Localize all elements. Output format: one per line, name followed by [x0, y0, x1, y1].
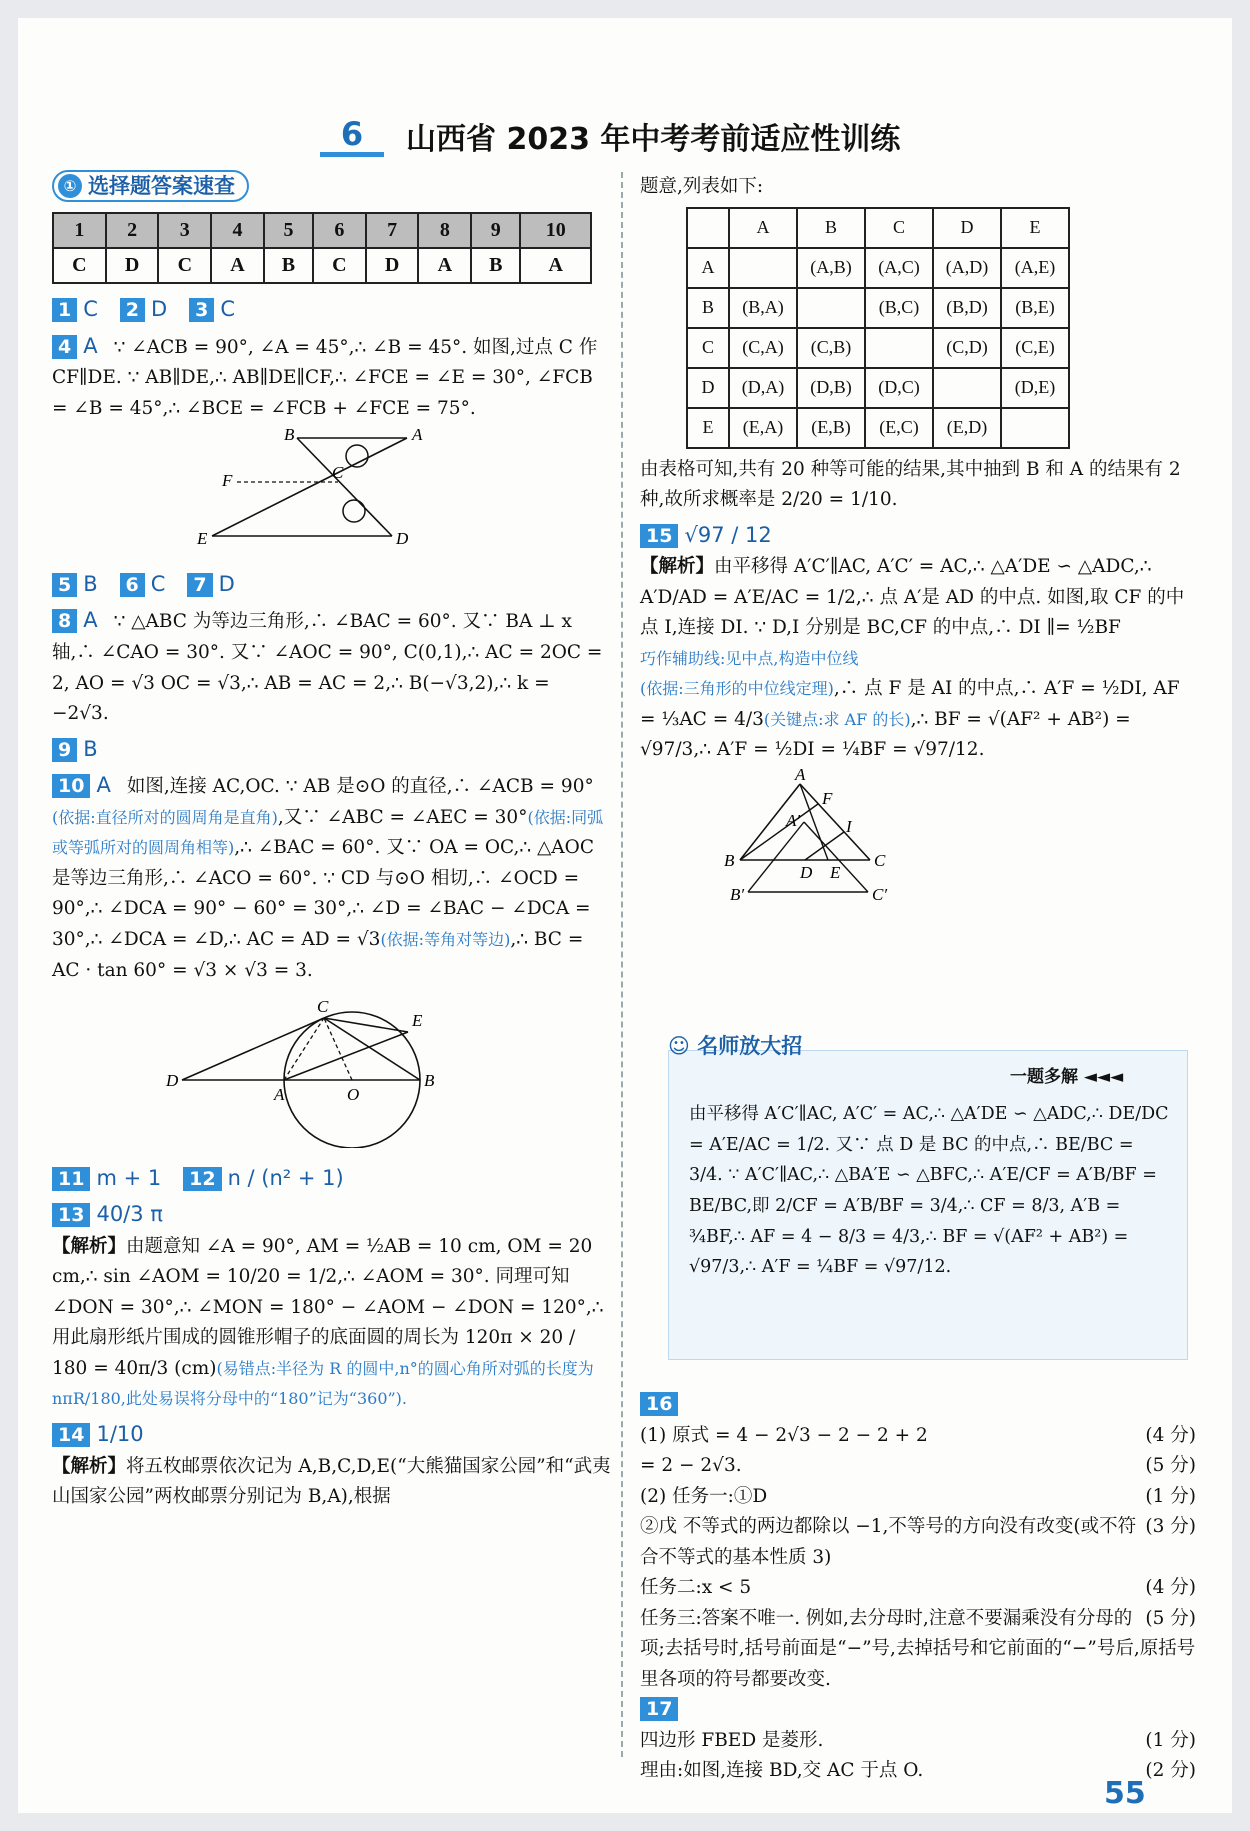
q17-solution — [640, 1695, 1196, 1787]
label-B: B — [724, 850, 735, 870]
answer-value-cell: A — [418, 248, 471, 283]
q16-q17 — [640, 1390, 1196, 1787]
solution-line — [640, 1573, 1196, 1604]
label-A: A — [274, 1085, 285, 1105]
label-A: A — [412, 426, 423, 445]
solution-line — [640, 1726, 1196, 1757]
table-header-cell: B — [797, 208, 865, 248]
tip-title — [668, 1030, 802, 1060]
line-A2B2 — [748, 822, 804, 892]
table-cell: (A,E) — [1001, 248, 1069, 288]
label-E: E — [197, 529, 208, 549]
q-number: 5 — [52, 573, 77, 597]
score: (5 分) — [1145, 1455, 1196, 1477]
title-text: 山西省 2023 年中考考前适应性训练 — [406, 122, 901, 157]
q-text: ,又∵ ∠ABC = ∠AEC = 30° — [277, 806, 528, 828]
answer-value-cell: B — [264, 248, 313, 283]
table-cell — [729, 248, 797, 288]
q-number: 11 — [52, 1167, 90, 1191]
table-cell — [865, 328, 933, 368]
table-cell: (D,E) — [1001, 368, 1069, 408]
table-cell: (C,D) — [933, 328, 1001, 368]
table-cell: (B,C) — [865, 288, 933, 328]
q-answer: A — [83, 333, 98, 358]
table-header-cell: C — [865, 208, 933, 248]
tip-title-text: 名师放大招 — [697, 1034, 803, 1058]
line-text: 任务三:答案不唯一. 例如,去分母时,注意不要漏乘没有分母的项;去括号时,括号前面是“−”号,去掉括号和它前面的“−”号后,原括号里各项的符号都要改变. — [640, 1607, 1196, 1690]
table-cell: A — [687, 248, 729, 288]
answer-value-cell: C — [158, 248, 211, 283]
table-cell: (E,A) — [729, 408, 797, 448]
q14-intro: 题意,列表如下: — [640, 176, 764, 197]
q-text: ,∴ 点 F 是 AI 的中点,∴ A′F = ½DI, AF = ⅓AC = 4/3 — [640, 678, 1180, 730]
label-A-prime: A′ — [786, 810, 801, 830]
line-text: (1) 原式 = 4 − 2√3 − 2 − 2 + 2 — [640, 1424, 928, 1446]
answer-value-cell: C — [313, 248, 366, 283]
table-cell: (B,D) — [933, 288, 1001, 328]
answer-number-cell: 4 — [211, 213, 264, 248]
answer-value-cell: D — [106, 248, 159, 283]
page-title — [320, 108, 900, 164]
solution-line — [640, 1421, 1196, 1452]
solution-line — [640, 1482, 1196, 1513]
table-cell — [933, 368, 1001, 408]
answer-value-cell: A — [211, 248, 264, 283]
answer-table — [52, 212, 592, 284]
table-row — [687, 248, 1069, 288]
table-cell: (C,B) — [797, 328, 865, 368]
q-answer: B — [83, 736, 98, 761]
table-row — [687, 288, 1069, 328]
label-C: C — [332, 463, 344, 483]
label-B: B — [284, 426, 295, 445]
score: (4 分) — [1145, 1424, 1196, 1446]
q13-solution — [52, 1197, 612, 1415]
q-number: 10 — [52, 774, 90, 798]
score: (1 分) — [1145, 1485, 1196, 1507]
q-answer: A — [83, 608, 98, 633]
analysis-label: 【解析】 — [52, 1235, 127, 1257]
probability-text: 由表格可知,共有 20 种等可能的结果,其中抽到 B 和 A 的结果有 2 种,故所求概率是 2/20 = 1/10. — [640, 458, 1181, 511]
label-F: F — [222, 471, 233, 491]
table-cell: B — [687, 288, 729, 328]
table-cell: (A,B) — [797, 248, 865, 288]
solution-line — [640, 1451, 1196, 1482]
q-number: 8 — [52, 609, 77, 633]
q-answer: C — [83, 297, 98, 321]
analysis-label: 【解析】 — [640, 556, 715, 578]
table-header-cell: D — [933, 208, 1001, 248]
table-row — [687, 328, 1069, 368]
score: (5 分) — [1145, 1607, 1196, 1629]
label-D: D — [800, 862, 813, 882]
table-cell — [797, 288, 865, 328]
label-E: E — [830, 862, 841, 882]
table-row — [687, 368, 1069, 408]
q-answer: A — [96, 773, 111, 798]
score: (1 分) — [1145, 1729, 1196, 1751]
q-number: 12 — [183, 1167, 221, 1191]
line-text: 理由:如图,连接 BD,交 AC 于点 O. — [640, 1760, 924, 1782]
label-C: C — [317, 997, 329, 1017]
table-row — [687, 408, 1069, 448]
q9-answer — [52, 732, 612, 767]
note: (关键点:求 AF 的长) — [763, 709, 911, 729]
figure-q4 — [52, 426, 592, 554]
line-text: ②戊 不等式的两边都除以 −1,不等号的方向没有改变(或不符合不等式的基本性质 3) — [640, 1516, 1137, 1568]
tip-box — [668, 1050, 1188, 1360]
q16-solution — [640, 1390, 1196, 1695]
q-number: 13 — [52, 1203, 90, 1227]
solution-line — [640, 1512, 1196, 1573]
answer-value-cell: D — [366, 248, 419, 283]
table-cell: (E,B) — [797, 408, 865, 448]
label-O: O — [347, 1085, 360, 1105]
table-cell: D — [687, 368, 729, 408]
answer-number-cell: 3 — [158, 213, 211, 248]
answer-number-cell: 7 — [366, 213, 419, 248]
q-answer: 1/10 — [96, 1421, 144, 1446]
outcome-table — [686, 207, 1070, 449]
line-text: 任务二:x < 5 — [640, 1577, 752, 1599]
label-I: I — [846, 816, 852, 836]
teacher-icon: ☺ — [668, 1034, 698, 1058]
section-header — [52, 170, 249, 202]
label-C: C — [874, 850, 886, 870]
q-answer: 40/3 π — [96, 1202, 163, 1227]
line-AE — [284, 1032, 408, 1080]
label-B: B — [424, 1071, 435, 1091]
label-A: A — [795, 767, 806, 784]
q4-solution — [52, 329, 612, 425]
q-answer: B — [83, 571, 98, 596]
q-number: 17 — [640, 1697, 678, 1721]
table-cell: (E,D) — [933, 408, 1001, 448]
table-cell: E — [687, 408, 729, 448]
q-number: 7 — [187, 573, 212, 597]
note: (依据:同弧或等弧所对的圆周角相等) — [52, 807, 604, 858]
q-text: ,∴ BF = √(AF² + AB²) = √97/3,∴ A′F = ½DI = ¼BF = √97/12. — [640, 708, 1131, 761]
label-D: D — [396, 529, 409, 549]
line-text: = 2 − 2√3. — [640, 1455, 742, 1477]
q-text: ∵ △ABC 为等边三角形,∴ ∠BAC = 60°. 又∵ BA ⊥ x 轴,∴ ∠CAO = 30°. 又∵ ∠AOC = 90°, C(0,1),∴ AC = 2OC = 2, AO = √3 OC = √3,∴ AB = AC = 2,∴ B(−√3,2),∴ k = −2√3. — [52, 611, 603, 725]
q-answer: n / (n² + 1) — [227, 1165, 344, 1190]
q-number: 9 — [52, 738, 77, 762]
table-cell: (E,C) — [865, 408, 933, 448]
q-text: 将五枚邮票依次记为 A,B,C,D,E(“大熊猫国家公园”和“武夷山国家公园”两枚邮票分别记为 B,A),根据 — [52, 1455, 611, 1508]
tip-subtitle: 一题多解 ◄◄◄ — [1010, 1067, 1124, 1087]
q-text: ,∴ ∠BAC = 60°. 又∵ OA = OC,∴ △AOC 是等边三角形,∴ ∠ACO = 60°. ∵ CD 与⊙O 相切,∴ ∠OCD = 90°,∴ ∠DCA = 90° − 60° = 30°,∴ ∠D = ∠BAC − ∠DCA = 30°,∴ ∠DCA = ∠D,∴ AC = AD = √3 — [52, 837, 594, 950]
q-text: 如图,连接 AC,OC. ∵ AB 是⊙O 的直径,∴ ∠ACB = 90° — [126, 776, 594, 798]
hole-bottom — [343, 500, 365, 522]
table-cell — [1001, 408, 1069, 448]
table-header-cell — [687, 208, 729, 248]
set-number: 6 — [320, 115, 384, 157]
q-answer: D — [151, 297, 168, 321]
q14-solution — [52, 1417, 612, 1513]
answer-number-cell: 1 — [53, 213, 106, 248]
answer-number-cell: 10 — [520, 213, 591, 248]
table-header-cell: E — [1001, 208, 1069, 248]
line-text: (2) 任务一:①D — [640, 1485, 768, 1507]
q-number: 1 — [52, 298, 77, 322]
figure-q10 — [52, 988, 592, 1148]
q-text: 由题意知 ∠A = 90°, AM = ½AB = 10 cm, OM = 20 cm,∴ sin ∠AOM = 10/20 = 1/2,∴ ∠AOM = 30°. 同理可知 ∠DON = 30°,∴ ∠MON = 180° − ∠AOM − ∠DON = 120°,∴ 用此扇形纸片围成的圆锥形帽子的底面圆的周长为 120π × 20 / 180 = 40π/3 (cm) — [52, 1235, 604, 1379]
table-cell: (D,A) — [729, 368, 797, 408]
table-cell: (B,A) — [729, 288, 797, 328]
score: (4 分) — [1145, 1577, 1196, 1599]
line-text: 四边形 FBED 是菱形. — [640, 1729, 824, 1751]
line-BF — [740, 804, 818, 860]
q-number: 4 — [52, 335, 77, 359]
table-cell: C — [687, 328, 729, 368]
q15-solution — [640, 518, 1200, 766]
answer-number-cell: 9 — [471, 213, 520, 248]
label-E: E — [412, 1011, 423, 1031]
q10-solution — [52, 768, 612, 986]
answer-value-cell: C — [53, 248, 106, 283]
label-F: F — [822, 788, 833, 808]
tip-text: 由平移得 A′C′∥AC, A′C′ = AC,∴ △A′DE ∽ △ADC,∴ DE/DC = A′E/AC = 1/2. 又∵ 点 D 是 BC 的中点,∴ BE/BC = 3/4. ∵ A′C′∥AC,∴ △BA′E ∽ △BFC,∴ A′E/CF = A′B/BF = BE/BC,即 2/CF = A′B/BF = 3/4,∴ CF = 8/3, A′B = ¾BF,∴ AF = 4 − 8/3 = 4/3,∴ BF = √(AF² + AB²) = √97/3,∴ A′F = ¼BF = √97/12. — [689, 1104, 1169, 1278]
answer-number-cell: 6 — [313, 213, 366, 248]
answer-value-cell: B — [471, 248, 520, 283]
answer-number-cell: 8 — [418, 213, 471, 248]
score: (2 分) — [1145, 1760, 1196, 1782]
left-column — [52, 170, 612, 1515]
q-answer: m + 1 — [96, 1165, 162, 1190]
q8-solution — [52, 603, 612, 729]
answer-number-cell: 2 — [106, 213, 159, 248]
q-answer: √97 / 12 — [684, 522, 772, 547]
table-cell: (D,B) — [797, 368, 865, 408]
q-answer: C — [220, 297, 235, 321]
line-CB — [324, 1018, 420, 1080]
q-number: 14 — [52, 1423, 90, 1447]
answers-row-3 — [52, 1161, 612, 1196]
answer-value-cell: A — [520, 248, 591, 283]
note: (易错点:半径为 R 的圆中,n°的圆心角所对弧的长度为 nπR/180,此处易误将分母中的“180”记为“360”). — [52, 1358, 594, 1409]
answers-row-2 — [52, 567, 612, 602]
line-DI — [805, 832, 844, 860]
q-number: 6 — [120, 573, 145, 597]
q-text: ∵ ∠ACB = 90°, ∠A = 45°,∴ ∠B = 45°. 如图,过点 C 作 CF∥DE. ∵ AB∥DE,∴ AB∥DE∥CF,∴ ∠FCE = ∠E = 30°, ∠FCB = ∠B = 45°,∴ ∠BCE = ∠FCB + ∠FCE = 75°. — [52, 336, 598, 419]
note: (依据:等角对等边) — [380, 930, 511, 949]
section-icon: ① — [58, 174, 82, 198]
q-text: ,∴ BC = AC · tan 60° = √3 × √3 = 3. — [52, 929, 584, 981]
q-answer: D — [218, 571, 235, 596]
analysis-label: 【解析】 — [52, 1455, 127, 1477]
q-answer: C — [150, 571, 166, 596]
note: 巧作辅助线:见中点,构造中位线 — [640, 648, 859, 668]
score: (3 分) — [1145, 1516, 1196, 1538]
q-number: 3 — [189, 298, 214, 322]
table-cell: (C,A) — [729, 328, 797, 368]
solution-line — [640, 1604, 1196, 1696]
line-AC — [800, 784, 870, 860]
section-title: 选择题答案速查 — [88, 173, 235, 198]
q-text: 由平移得 A′C′∥AC, A′C′ = AC,∴ △A′DE ∽ △ADC,∴ A′D/AD = A′E/AC = 1/2,∴ 点 A′是 AD 的中点. 如图,取 CF 的中点 I,连接 DI. ∵ D,I 分别是 BC,CF 的中点,∴ DI ∥= ½BF — [640, 556, 1185, 639]
answers-row-1 — [52, 292, 612, 327]
label-B-prime: B′ — [730, 884, 745, 904]
line-DC — [182, 1018, 324, 1080]
label-C-prime: C′ — [872, 884, 888, 904]
figure-q15 — [640, 768, 1180, 908]
column-divider — [621, 172, 623, 1757]
note: (依据:直径所对的圆周角是直角) — [52, 807, 278, 827]
answer-number-cell: 5 — [264, 213, 313, 248]
label-D: D — [166, 1071, 179, 1091]
table-header-cell: A — [729, 208, 797, 248]
q-number: 2 — [120, 298, 145, 322]
table-cell: (C,E) — [1001, 328, 1069, 368]
line-CE — [324, 1018, 408, 1032]
table-cell: (A,C) — [865, 248, 933, 288]
right-column — [640, 170, 1200, 918]
table-cell: (D,C) — [865, 368, 933, 408]
q-number: 15 — [640, 524, 678, 548]
q-number: 16 — [640, 1392, 678, 1416]
table-cell: (B,E) — [1001, 288, 1069, 328]
page-number: 55 — [1104, 1776, 1146, 1811]
note: (依据:三角形的中位线定理) — [640, 679, 834, 699]
table-cell: (A,D) — [933, 248, 1001, 288]
